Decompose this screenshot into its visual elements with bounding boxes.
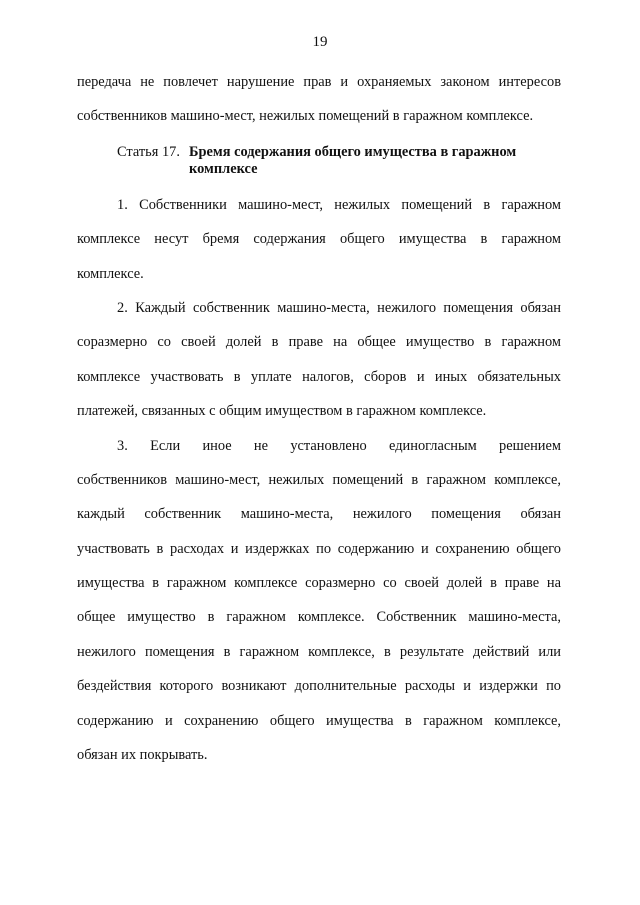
- text-line: бездействия которого возникают дополнительные расходы и издержки по: [77, 678, 561, 695]
- text-line: общее имущество в гаражном комплексе. Собственник машино-места,: [77, 609, 561, 626]
- paragraph-1: [77, 188, 561, 291]
- text-line: 2. Каждый собственник машино-места, нежилого помещения обязан: [117, 299, 561, 316]
- text-line: платежей, связанных с общим имуществом в гаражном комплексе.: [77, 403, 487, 420]
- intro-paragraph: [77, 65, 561, 134]
- article-title-line: Бремя содержания общего имущества в гаражном: [189, 143, 517, 160]
- text-line: 3. Если иное не установлено единогласным решением: [117, 437, 561, 454]
- text-line: содержанию и сохранению общего имущества в гаражном комплексе,: [77, 712, 561, 729]
- document-body: [77, 65, 561, 772]
- text-line: комплексе.: [77, 265, 144, 282]
- text-line: собственников машино-мест, нежилых помещений в гаражном комплексе,: [77, 471, 561, 488]
- article-heading: [117, 144, 561, 178]
- article-number: Статья 17.: [117, 143, 180, 160]
- page-number: 19: [312, 34, 328, 50]
- text-line: соразмерно со своей долей в праве на общее имущество в гаражном: [77, 334, 561, 351]
- article-title: [189, 144, 516, 178]
- text-line: 1. Собственники машино-мест, нежилых помещений в гаражном: [117, 196, 561, 213]
- text-line: собственников машино-мест, нежилых помещений в гаражном комплексе.: [77, 108, 534, 125]
- text-line: каждый собственник машино-места, нежилого помещения обязан: [77, 506, 561, 523]
- text-line: комплексе несут бремя содержания общего имущества в гаражном: [77, 231, 561, 248]
- paragraph-3: [77, 429, 561, 773]
- text-line: обязан их покрывать.: [77, 747, 208, 764]
- text-line: участвовать в расходах и издержках по содержанию и сохранению общего: [77, 540, 561, 557]
- paragraph-2: [77, 291, 561, 429]
- text-line: имущества в гаражном комплексе соразмерно со своей долей в праве на: [77, 575, 561, 592]
- text-line: передача не повлечет нарушение прав и охраняемых законом интересов: [77, 74, 561, 90]
- article-title-line: комплексе: [189, 160, 258, 177]
- text-line: комплексе участвовать в уплате налогов, сборов и иных обязательных: [77, 368, 561, 385]
- text-line: нежилого помещения в гаражном комплексе, в результате действий или: [77, 643, 561, 660]
